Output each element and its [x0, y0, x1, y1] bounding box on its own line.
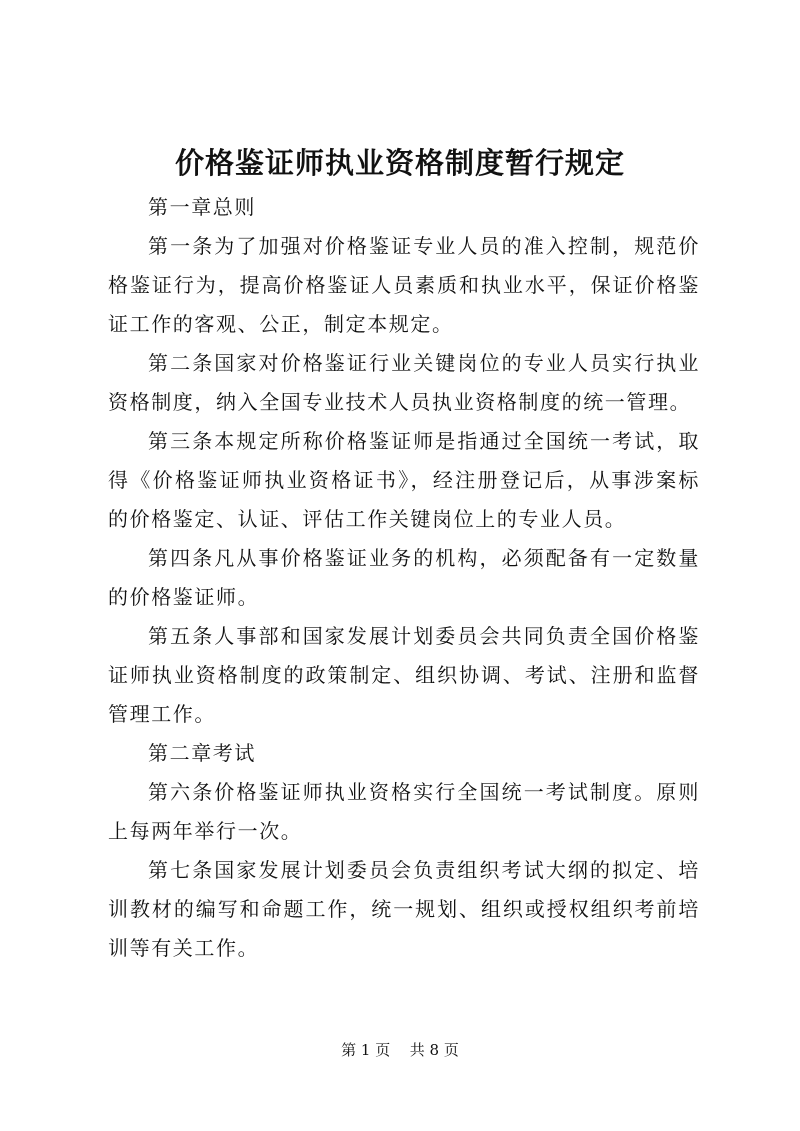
article-paragraph: 第二条国家对价格鉴证行业关键岗位的专业人员实行执业资格制度，纳入全国专业技术人员执业资格制度的统一管理。 — [108, 351, 700, 414]
document-body — [108, 188, 700, 968]
page-footer — [0, 1040, 800, 1060]
article-paragraph: 第三条本规定所称价格鉴证师是指通过全国统一考试，取得《价格鉴证师执业资格证书》，经注册登记后，从事涉案标的价格鉴定、认证、评估工作关键岗位上的专业人员。 — [108, 429, 700, 531]
article-paragraph: 第五条人事部和国家发展计划委员会共同负责全国价格鉴证师执业资格制度的政策制定、组织协调、考试、注册和监督管理工作。 — [108, 624, 700, 726]
page-total: 共 8 页 — [409, 1041, 459, 1059]
article-paragraph: 第一条为了加强对价格鉴证专业人员的准入控制，规范价格鉴证行为，提高价格鉴证人员素质和执业水平，保证价格鉴证工作的客观、公正，制定本规定。 — [108, 234, 700, 336]
chapter-heading: 第一章总则 — [148, 195, 256, 219]
document-title: 价格鉴证师执业资格制度暂行规定 — [174, 146, 625, 180]
chapter-heading: 第二章考试 — [148, 741, 256, 765]
page-number: 第 1 页 — [341, 1041, 391, 1059]
article-paragraph: 第六条价格鉴证师执业资格实行全国统一考试制度。原则上每两年举行一次。 — [108, 780, 700, 843]
article-paragraph: 第七条国家发展计划委员会负责组织考试大纲的拟定、培训教材的编写和命题工作，统一规划、组织或授权组织考前培训等有关工作。 — [108, 858, 700, 960]
article-paragraph: 第四条凡从事价格鉴证业务的机构，必须配备有一定数量的价格鉴证师。 — [108, 546, 700, 609]
